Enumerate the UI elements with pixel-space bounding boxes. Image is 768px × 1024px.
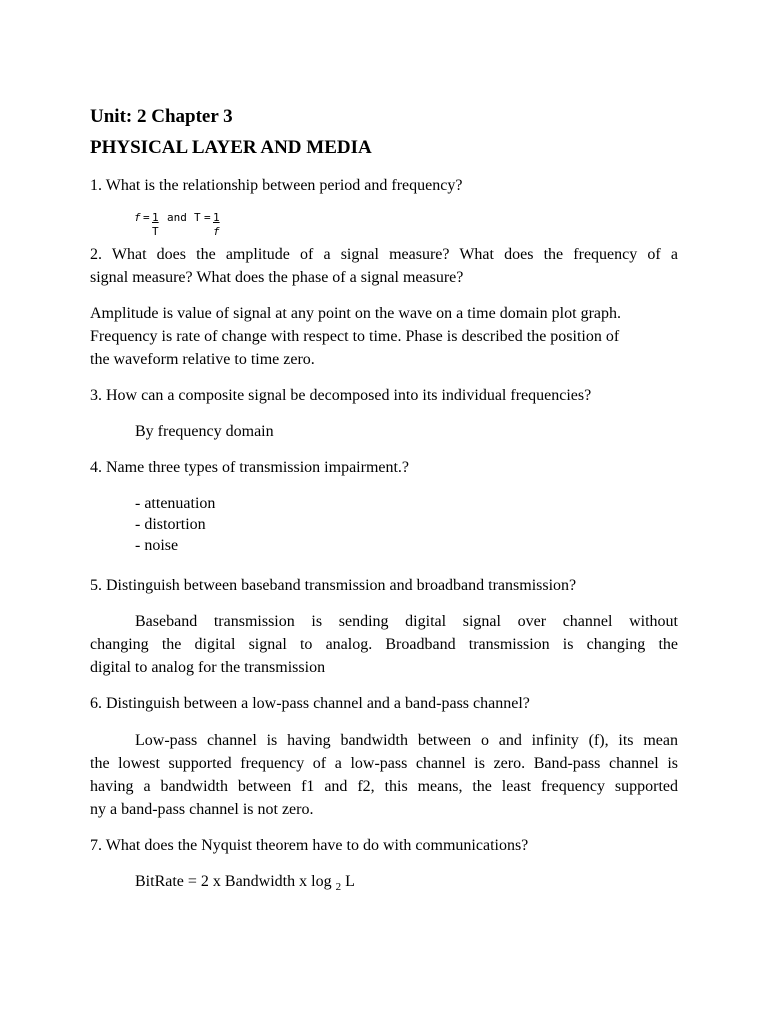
- formula-numerator-2: 1: [213, 211, 220, 224]
- formula-equals-1: =: [143, 211, 150, 224]
- list-item: - distortion: [135, 516, 206, 533]
- question-2-line-2: signal measure? What does the phase of a signal measure?: [90, 269, 464, 286]
- formula-numerator-1: 1: [152, 211, 159, 224]
- nyquist-formula-main: BitRate = 2 x Bandwidth x log: [135, 873, 332, 890]
- answer-6-line-2: the lowest supported frequency of a low-pass channel is zero. Band-pass channel is: [90, 755, 678, 772]
- list-item: - attenuation: [135, 495, 216, 512]
- answer-5-line-3: digital to analog for the transmission: [90, 659, 326, 676]
- answer-3: By frequency domain: [135, 423, 274, 440]
- formula-denominator-T: T: [152, 225, 159, 238]
- question-7: 7. What does the Nyquist theorem have to do with communications?: [90, 837, 529, 854]
- answer-2-line-2: Frequency is rate of change with respect to time. Phase is described the position of: [90, 328, 620, 345]
- nyquist-formula-tail: L: [345, 873, 355, 890]
- question-2-line-1: 2. What does the amplitude of a signal measure? What does the frequency of a: [90, 246, 678, 263]
- answer-5-line-2: changing the digital signal to analog. Broadband transmission is changing the: [90, 636, 678, 653]
- question-6: 6. Distinguish between a low-pass channel and a band-pass channel?: [90, 695, 530, 712]
- unit-heading: Unit: 2 Chapter 3: [90, 106, 233, 127]
- nyquist-formula: [135, 874, 355, 893]
- formula-denominator-f: f: [213, 225, 220, 238]
- formula-f-symbol: f: [134, 211, 141, 224]
- answer-6-line-4: ny a band-pass channel is not zero.: [90, 801, 314, 818]
- formula-T-symbol: T: [194, 211, 201, 224]
- answer-6-line-1: Low-pass channel is having bandwidth between o and infinity (f), its mean: [135, 732, 678, 749]
- answer-2-line-1: Amplitude is value of signal at any point on the wave on a time domain plot graph.: [90, 305, 621, 322]
- formula-equals-2: =: [204, 211, 211, 224]
- answer-2-line-3: the waveform relative to time zero.: [90, 351, 315, 368]
- question-1: 1. What is the relationship between period and frequency?: [90, 177, 463, 194]
- page-title: PHYSICAL LAYER AND MEDIA: [90, 137, 372, 158]
- answer-5-line-1: Baseband transmission is sending digital signal over channel without: [135, 613, 678, 630]
- nyquist-formula-subscript: 2: [335, 881, 342, 893]
- list-item: - noise: [135, 537, 179, 554]
- answer-6-line-3: having a bandwidth between f1 and f2, this means, the least frequency supported: [90, 778, 678, 795]
- question-3: 3. How can a composite signal be decomposed into its individual frequencies?: [90, 387, 592, 404]
- question-5: 5. Distinguish between baseband transmission and broadband transmission?: [90, 577, 577, 594]
- question-4: 4. Name three types of transmission impairment.?: [90, 459, 410, 476]
- formula-and: and: [167, 211, 187, 224]
